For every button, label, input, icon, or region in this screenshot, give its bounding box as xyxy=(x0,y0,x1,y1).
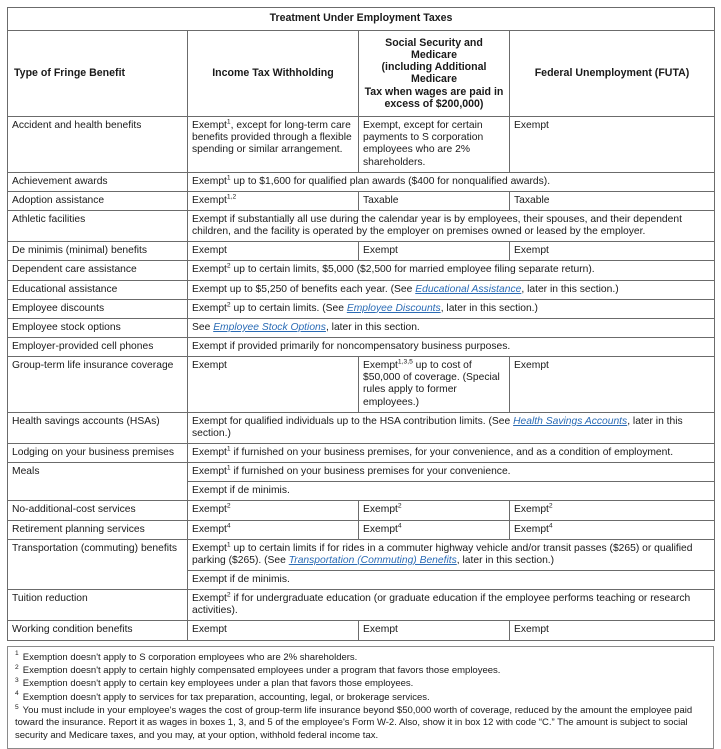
footnote-marker: 2 xyxy=(226,591,231,599)
footnote-marker: 1 xyxy=(226,118,231,126)
cell-transportation-commuting-benefits-part1: Exempt$^1$ up to certain limits if for rides in a commuter highway vehicle and/or transit passes ($265) or qualified parking ($265). (See Transportation (Commuting) Benefits, later in this section.) xyxy=(188,539,715,570)
cell-group-term-life-insurance-coverage-futa: Exempt xyxy=(510,357,715,413)
footnote-marker: 4 xyxy=(15,690,19,698)
column-header-futa: Federal Unemployment (FUTA) xyxy=(510,30,715,117)
benefit-name-achievement-awards: Achievement awards xyxy=(8,172,188,191)
table-header xyxy=(8,8,715,117)
cell-working-condition-benefits-social-security-medicare: Exempt xyxy=(359,621,510,640)
cell-achievement-awards-all-columns: Exempt$^1$ up to $1,600 for qualified plan awards ($400 for nonqualified awards). xyxy=(188,172,715,191)
footnote-marker: 1 xyxy=(226,541,231,549)
table-body xyxy=(8,117,715,640)
footnote-marker: 1 xyxy=(226,174,231,182)
footnote-3: $^3$ Exemption doesn't apply to certain key employees under a plan that favors those employees. xyxy=(15,677,414,690)
cell-meals-part1: Exempt$^1$ if furnished on your business premises for your convenience. xyxy=(188,463,715,482)
footnote-marker: 4 xyxy=(226,522,231,530)
benefit-name-de-minimis-minimal-benefits: De minimis (minimal) benefits xyxy=(8,242,188,261)
table-row xyxy=(8,318,715,337)
footnote-marker: 3 xyxy=(15,677,19,685)
col3-line-3: Tax when wages are paid in xyxy=(364,85,504,98)
cell-employee-stock-options-all-columns: See Employee Stock Options, later in this section. xyxy=(188,318,715,337)
cell-no-additional-cost-services-social-security-medicare: Exempt$^2$ xyxy=(359,501,510,520)
cell-lodging-on-your-business-premises-all-columns: Exempt$^1$ if furnished on your business premises, for your convenience, and as a condition of employment. xyxy=(188,444,715,463)
column-header-benefit: Type of Fringe Benefit xyxy=(8,30,188,117)
cell-transportation-commuting-benefits-part2: Exempt if de minimis. xyxy=(188,570,715,589)
cell-de-minimis-minimal-benefits-futa: Exempt xyxy=(510,242,715,261)
cell-accident-and-health-benefits-futa: Exempt xyxy=(510,117,715,173)
footnote-marker: 4 xyxy=(548,522,553,530)
benefit-name-lodging-on-your-business-premises: Lodging on your business premises xyxy=(8,444,188,463)
footnote-marker: 5 xyxy=(15,703,19,711)
table-title: Treatment Under Employment Taxes xyxy=(8,8,715,31)
footnote-marker: 1,2 xyxy=(226,193,237,201)
table-row xyxy=(8,261,715,280)
column-header-income-tax: Income Tax Withholding xyxy=(188,30,359,117)
cell-employer-provided-cell-phones-all-columns: Exempt if provided primarily for noncompensatory business purposes. xyxy=(188,338,715,357)
footnote-list xyxy=(15,652,706,742)
column-header-social-security-medicare xyxy=(359,30,510,117)
footnote-5: $^5$ You must include in your employee's wages the cost of group-term life insurance beyond $50,000 worth of coverage, reduced by the amount the employee paid toward the insurance. Report it as wages in boxes 1, 3, and 5 of the employee's Form W-2. Also, show it in box 12 with code “C.” The amount is subject to social security and Medicare taxes, and you may, at your option, withhold federal income tax. xyxy=(15,703,693,741)
table-row xyxy=(8,280,715,299)
cell-working-condition-benefits-futa: Exempt xyxy=(510,621,715,640)
benefit-name-group-term-life-insurance-coverage: Group-term life insurance coverage xyxy=(8,357,188,413)
footnote-marker: 2 xyxy=(226,301,231,309)
table-row xyxy=(8,412,715,443)
footnote-marker: 1 xyxy=(226,464,231,472)
footnote-4: $^4$ Exemption doesn't apply to services for tax preparation, accounting, legal, or brokerage services. xyxy=(15,690,430,703)
benefit-name-transportation-commuting-benefits: Transportation (commuting) benefits xyxy=(8,539,188,589)
footnote-marker: 2 xyxy=(226,503,231,510)
footnote-marker: 2 xyxy=(226,263,231,271)
cell-health-savings-accounts-hsas-all-columns: Exempt for qualified individuals up to the HSA contribution limits. (See Health Savings Accounts, later in this section.) xyxy=(188,412,715,443)
section-link[interactable]: Transportation (Commuting) Benefits xyxy=(288,554,457,566)
benefit-name-dependent-care-assistance: Dependent care assistance xyxy=(8,261,188,280)
footnote-marker: 2 xyxy=(15,663,19,671)
table-row xyxy=(8,172,715,191)
table-row xyxy=(8,463,715,482)
cell-de-minimis-minimal-benefits-social-security-medicare: Exempt xyxy=(359,242,510,261)
table-row xyxy=(8,117,715,173)
table-row xyxy=(8,191,715,210)
benefit-name-no-additional-cost-services: No-additional-cost services xyxy=(8,501,188,520)
cell-educational-assistance-all-columns: Exempt up to $5,250 of benefits each year. (See Educational Assistance, later in this section.) xyxy=(188,280,715,299)
cell-accident-and-health-benefits-social-security-medicare: Exempt, except for certain payments to S corporation employees who are 2% shareholders. xyxy=(359,117,510,173)
table-row xyxy=(8,444,715,463)
benefit-name-retirement-planning-services: Retirement planning services xyxy=(8,520,188,539)
cell-no-additional-cost-services-futa: Exempt$^2$ xyxy=(510,501,715,520)
cell-adoption-assistance-social-security-medicare: Taxable xyxy=(359,191,510,210)
table-row xyxy=(8,338,715,357)
cell-meals-part2: Exempt if de minimis. xyxy=(188,482,715,501)
benefit-name-employer-provided-cell-phones: Employer-provided cell phones xyxy=(8,338,188,357)
benefit-name-employee-discounts: Employee discounts xyxy=(8,299,188,318)
cell-employee-discounts-all-columns: Exempt$^2$ up to certain limits. (See Employee Discounts, later in this section.) xyxy=(188,299,715,318)
benefit-name-employee-stock-options: Employee stock options xyxy=(8,318,188,337)
footnote-marker: 4 xyxy=(397,522,402,530)
cell-adoption-assistance-income-tax: Exempt$^{1,2}$ xyxy=(188,191,359,210)
benefit-name-meals: Meals xyxy=(8,463,188,501)
cell-working-condition-benefits-income-tax: Exempt xyxy=(188,621,359,640)
footnote-1: $^1$ Exemption doesn't apply to S corporation employees who are 2% shareholders. xyxy=(15,650,358,663)
footnotes-box xyxy=(7,646,714,749)
table-row xyxy=(8,242,715,261)
cell-group-term-life-insurance-coverage-social-security-medicare: Exempt$^{1,3,5}$ up to cost of $50,000 of coverage. (Special rules apply to former employees.) xyxy=(359,357,510,413)
cell-accident-and-health-benefits-income-tax: Exempt$^1$, except for long-term care benefits provided through a flexible spending or similar arrangement. xyxy=(188,117,359,173)
footnote-marker: 2 xyxy=(397,503,402,510)
section-link[interactable]: Educational Assistance xyxy=(415,283,522,295)
cell-adoption-assistance-futa: Taxable xyxy=(510,191,715,210)
cell-group-term-life-insurance-coverage-income-tax: Exempt xyxy=(188,357,359,413)
cell-dependent-care-assistance-all-columns: Exempt$^2$ up to certain limits, $5,000 ($2,500 for married employee filing separate return). xyxy=(188,261,715,280)
section-link[interactable]: Employee Stock Options xyxy=(213,321,326,333)
cell-tuition-reduction-all-columns: Exempt$^2$ if for undergraduate education (or graduate education if the employee performs teaching or research activities). xyxy=(188,590,715,621)
column-header-row xyxy=(8,30,715,117)
cell-de-minimis-minimal-benefits-income-tax: Exempt xyxy=(188,242,359,261)
footnote-marker: 1 xyxy=(15,650,19,658)
table-row xyxy=(8,621,715,640)
benefit-name-accident-and-health-benefits: Accident and health benefits xyxy=(8,117,188,173)
cell-retirement-planning-services-social-security-medicare: Exempt$^4$ xyxy=(359,520,510,539)
section-link[interactable]: Employee Discounts xyxy=(346,302,441,314)
benefit-name-educational-assistance: Educational assistance xyxy=(8,280,188,299)
cell-retirement-planning-services-income-tax: Exempt$^4$ xyxy=(188,520,359,539)
table-title-row xyxy=(8,8,715,31)
cell-athletic-facilities-all-columns: Exempt if substantially all use during the calendar year is by employees, their spouses, and their dependent children, and the facility is operated by the employer on premises owned or leased by the employer. xyxy=(188,211,715,242)
footnote-marker: 2 xyxy=(548,503,553,510)
cell-retirement-planning-services-futa: Exempt$^4$ xyxy=(510,520,715,539)
benefit-name-athletic-facilities: Athletic facilities xyxy=(8,211,188,242)
table-row xyxy=(8,501,715,520)
benefit-name-working-condition-benefits: Working condition benefits xyxy=(8,621,188,640)
benefit-name-adoption-assistance: Adoption assistance xyxy=(8,191,188,210)
benefit-name-tuition-reduction: Tuition reduction xyxy=(8,590,188,621)
cell-no-additional-cost-services-income-tax: Exempt$^2$ xyxy=(188,501,359,520)
col3-line-2: (including Additional Medicare xyxy=(381,61,487,86)
col3-line-4: excess of $200,000) xyxy=(384,97,484,110)
col3-line-1: Social Security and Medicare xyxy=(385,36,483,61)
table-row xyxy=(8,211,715,242)
table-row xyxy=(8,590,715,621)
benefit-name-health-savings-accounts-hsas: Health savings accounts (HSAs) xyxy=(8,412,188,443)
footnote-marker: 1 xyxy=(226,445,231,453)
table-row xyxy=(8,520,715,539)
table-row xyxy=(8,539,715,570)
table-row xyxy=(8,357,715,413)
section-link[interactable]: Health Savings Accounts xyxy=(513,415,628,427)
table-row xyxy=(8,299,715,318)
footnote-2: $^2$ Exemption doesn't apply to certain highly compensated employees under a program that favors those employees. xyxy=(15,663,501,676)
treatment-under-employment-taxes-table xyxy=(7,7,715,641)
footnote-marker: 1,3,5 xyxy=(397,358,413,366)
